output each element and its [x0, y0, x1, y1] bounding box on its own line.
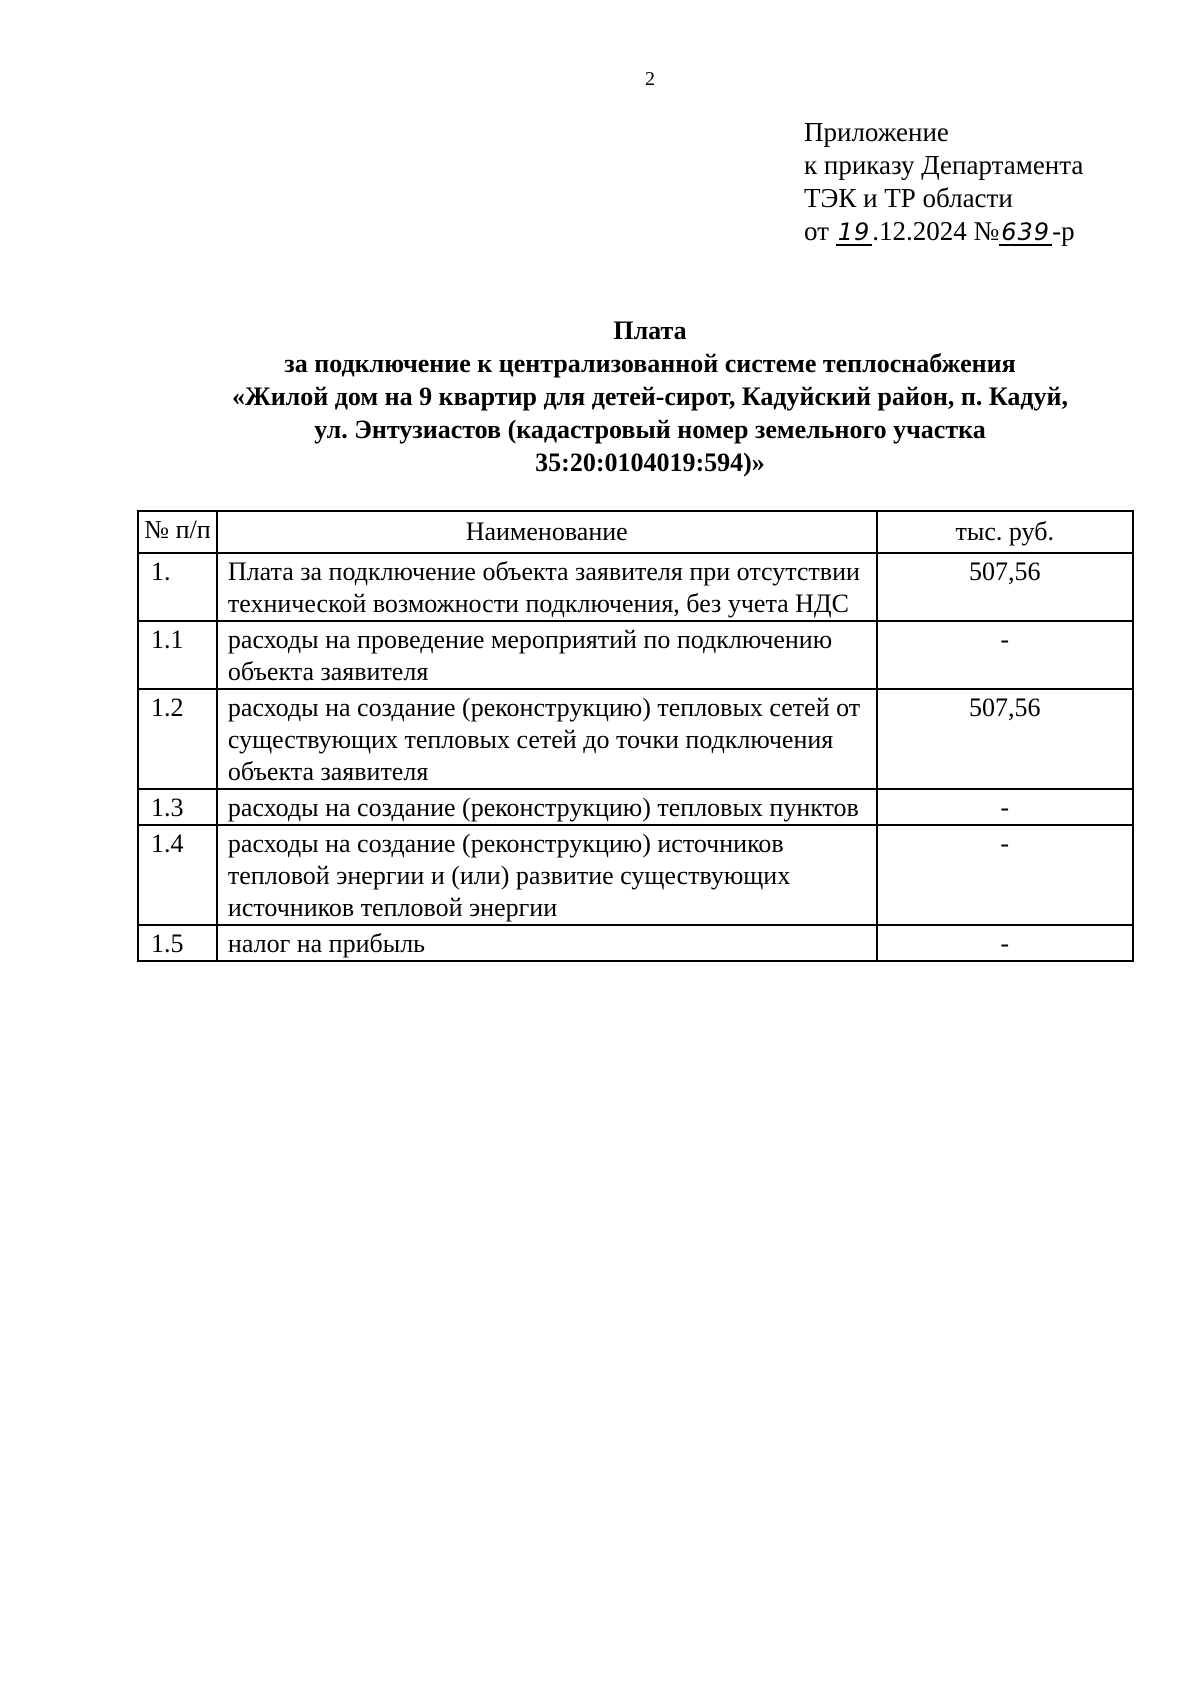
- order-number-handwritten: 639: [1001, 218, 1051, 246]
- title-line-5: 35:20:0104019:594)»: [535, 448, 765, 477]
- row-num: 1.1: [138, 621, 217, 689]
- order-suffix: -р: [1052, 216, 1075, 246]
- row-num: 1.3: [138, 789, 217, 825]
- row-num: 1.2: [138, 689, 217, 789]
- row-num: 1.: [138, 553, 217, 621]
- appendix-order-ref: к приказу Департамента: [804, 150, 1084, 180]
- title-line-4: ул. Энтузиастов (кадастровый номер земельного участка: [314, 415, 986, 444]
- table-row: [138, 789, 1133, 825]
- table-row: [138, 925, 1133, 961]
- document-title: [140, 314, 1160, 479]
- appendix-date-line: [804, 215, 1083, 248]
- row-name: расходы на создание (реконструкцию) тепловых пунктов: [217, 789, 877, 825]
- appendix-title: Приложение: [804, 117, 949, 147]
- row-name: расходы на создание (реконструкцию) тепловых сетей от существующих тепловых сетей до точки подключения объекта заявителя: [217, 689, 877, 789]
- title-line-2: за подключение к централизованной системе теплоснабжения: [284, 349, 1016, 378]
- header-num: № п/п: [138, 511, 217, 553]
- header-value: тыс. руб.: [877, 511, 1134, 553]
- row-name: налог на прибыль: [217, 925, 877, 961]
- row-name: Плата за подключение объекта заявителя при отсутствии технической возможности подключения, без учета НДС: [217, 553, 877, 621]
- table-row: [138, 689, 1133, 789]
- appendix-block: [804, 116, 1083, 248]
- row-value: -: [877, 925, 1134, 961]
- row-num: 1.5: [138, 925, 217, 961]
- row-name: расходы на создание (реконструкцию) источников тепловой энергии и (или) развитие существующих источников тепловой энергии: [217, 825, 877, 925]
- row-value: -: [877, 621, 1134, 689]
- table-row: [138, 825, 1133, 925]
- row-value: 507,56: [877, 689, 1134, 789]
- row-value: 507,56: [877, 553, 1134, 621]
- title-line-3: «Жилой дом на 9 квартир для детей-сирот, Кадуйский район, п. Кадуй,: [231, 382, 1069, 411]
- row-value: -: [877, 789, 1134, 825]
- table-row: [138, 621, 1133, 689]
- table-row: [138, 553, 1133, 621]
- date-rest: .12.2024 №: [872, 216, 1000, 246]
- header-name: Наименование: [217, 511, 877, 553]
- row-value: -: [877, 825, 1134, 925]
- row-name: расходы на проведение мероприятий по подключению объекта заявителя: [217, 621, 877, 689]
- date-prefix: от: [804, 216, 836, 246]
- page-number: 2: [645, 68, 655, 90]
- fee-table: [137, 510, 1134, 962]
- title-line-1: Плата: [613, 316, 687, 345]
- date-day-handwritten: 19: [837, 218, 871, 246]
- table-header-row: [138, 511, 1133, 553]
- row-num: 1.4: [138, 825, 217, 925]
- appendix-department: ТЭК и ТР области: [804, 183, 1013, 213]
